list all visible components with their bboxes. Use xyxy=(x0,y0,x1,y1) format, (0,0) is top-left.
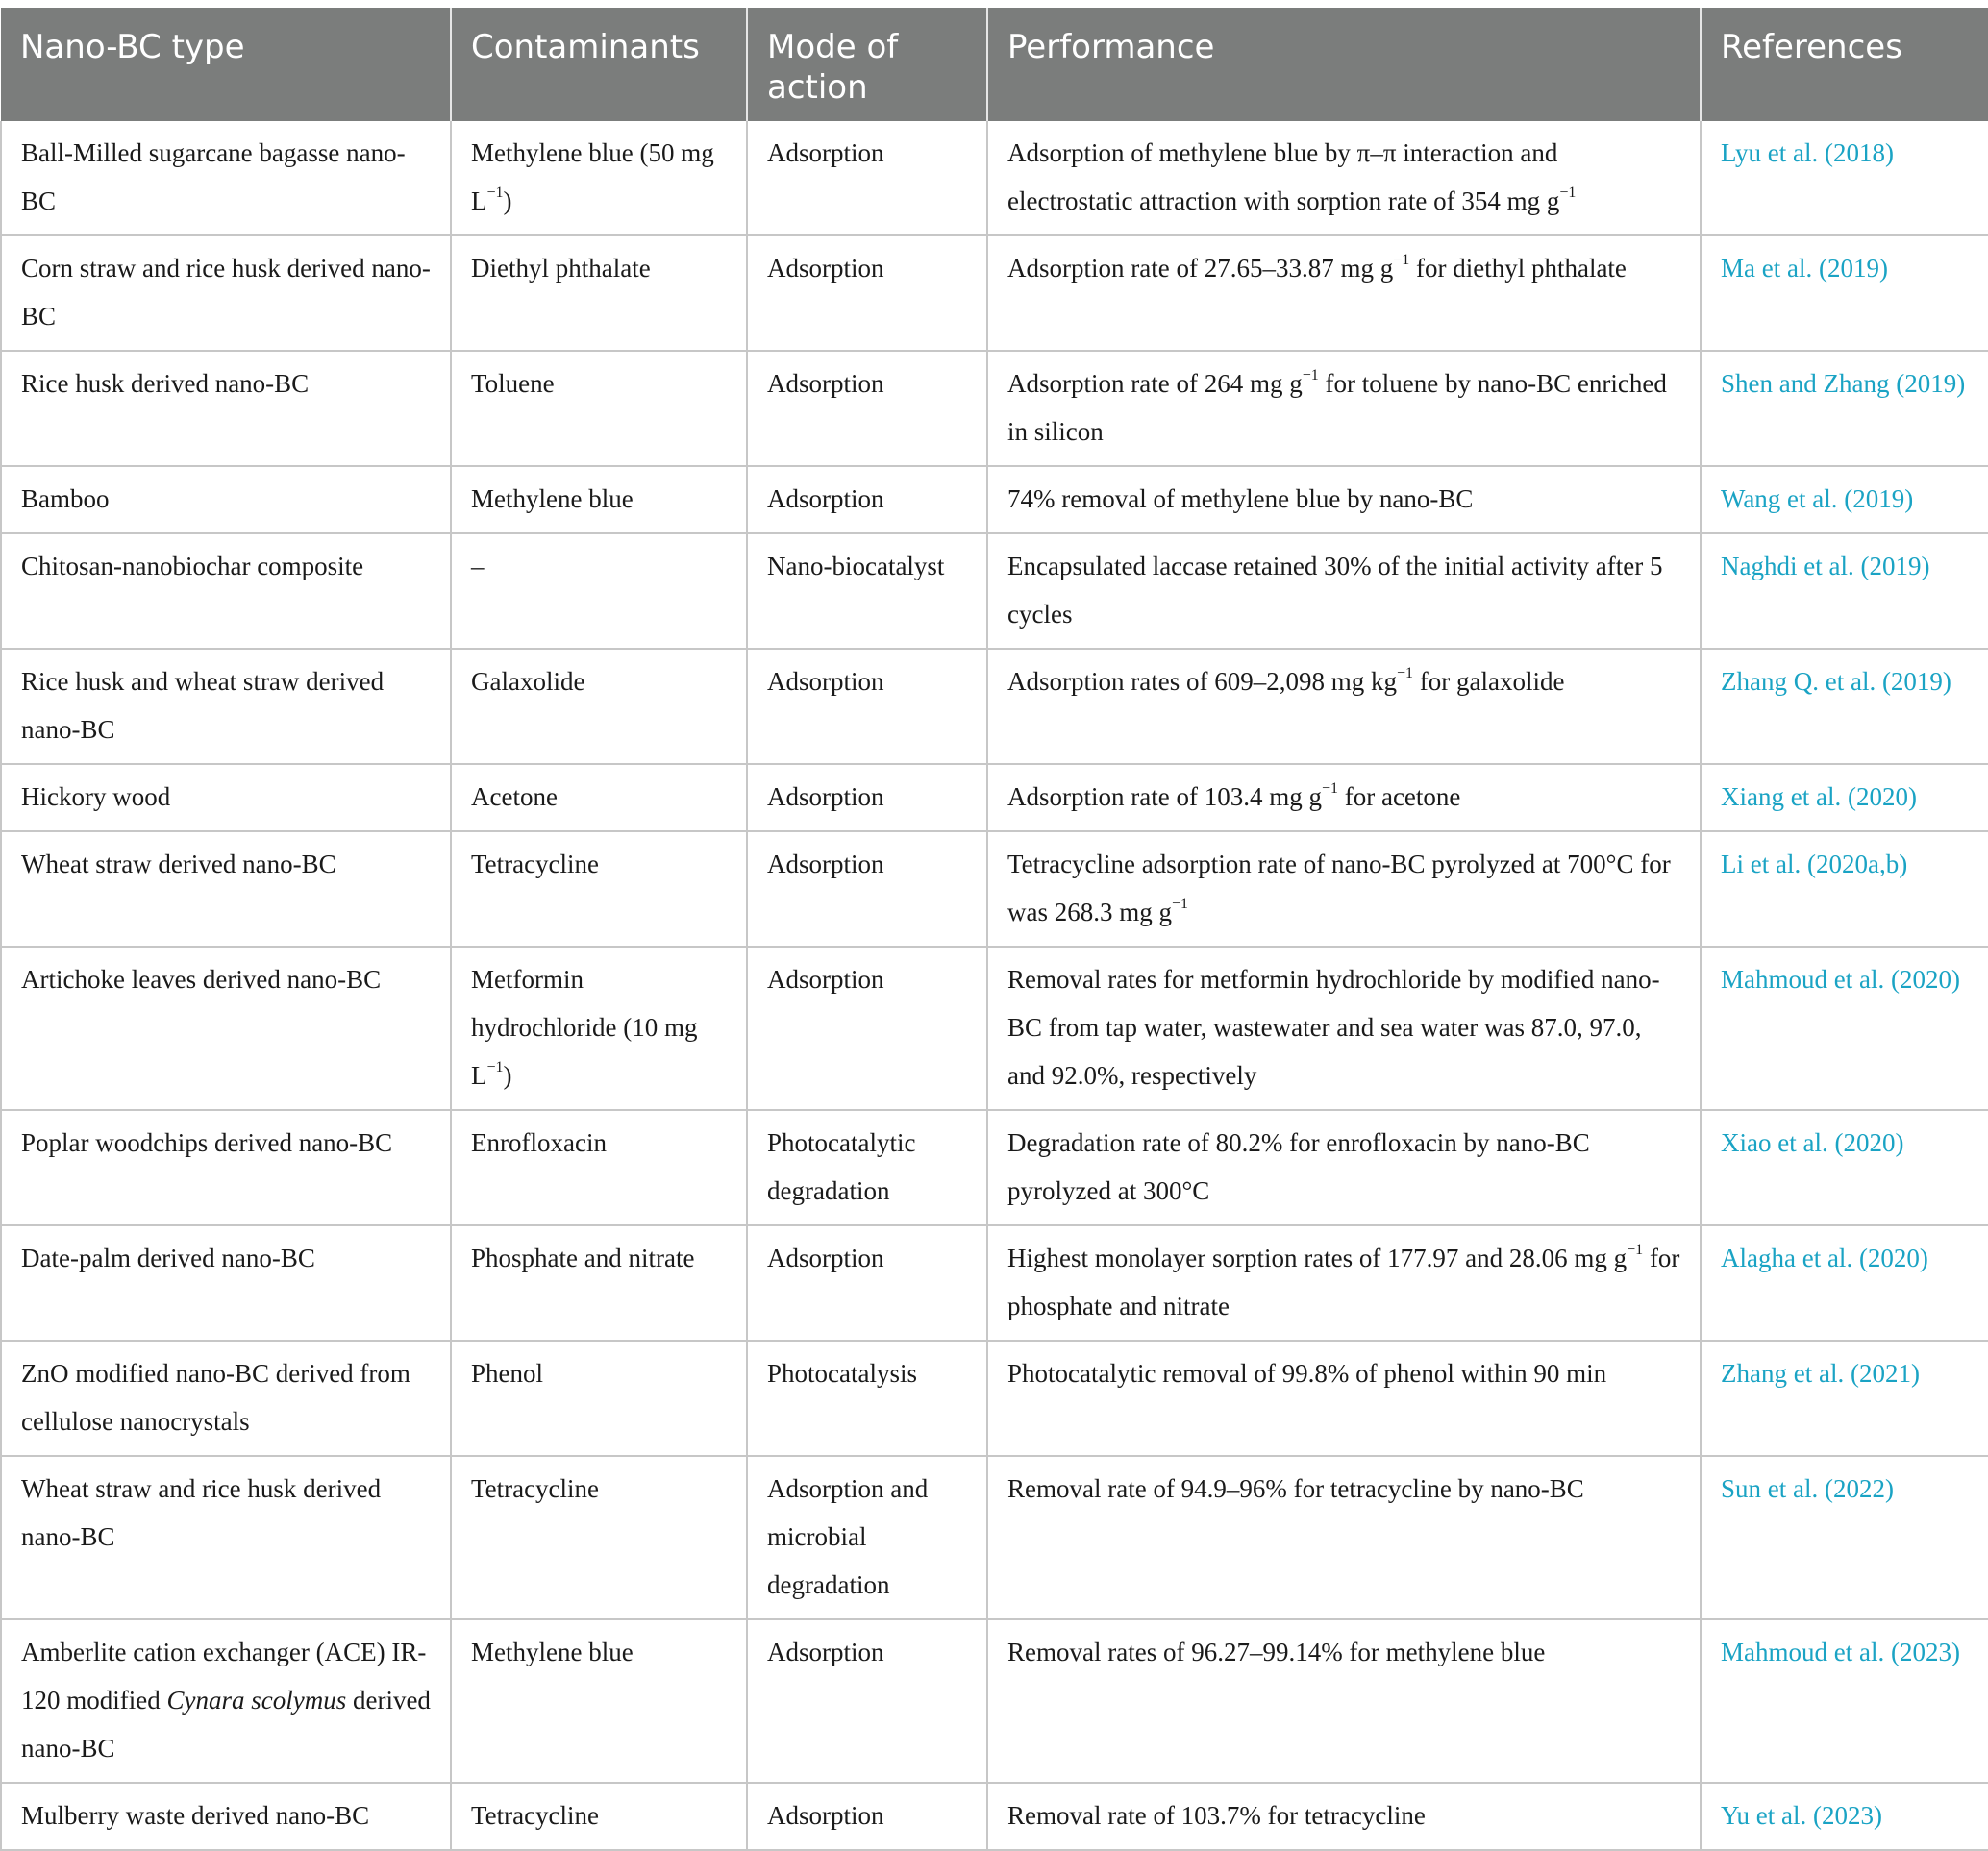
cell-mode-of-action: Adsorption xyxy=(747,121,987,235)
cell-nano-bc-type: Amberlite cation exchanger (ACE) IR-120 modified Cynara scolymus derived nano-BC xyxy=(1,1619,451,1783)
cell-performance: Removal rate of 103.7% for tetracycline xyxy=(987,1783,1701,1850)
reference-link[interactable]: Li et al. (2020a,b) xyxy=(1701,831,1988,947)
table-row xyxy=(1,1619,1988,1783)
cell-performance: Adsorption rate of 27.65–33.87 mg $g^{-1}$ for diethyl phthalate xyxy=(987,235,1701,351)
cell-mode-of-action: Adsorption xyxy=(747,1619,987,1783)
header-mode-of-action: Mode of action xyxy=(747,4,987,121)
reference-link[interactable]: Naghdi et al. (2019) xyxy=(1701,533,1988,649)
table-row xyxy=(1,764,1988,831)
cell-mode-of-action: Photocatalysis xyxy=(747,1341,987,1456)
cell-nano-bc-type: Rice husk and wheat straw derived nano-BC xyxy=(1,649,451,764)
table-row xyxy=(1,831,1988,947)
cell-nano-bc-type: Artichoke leaves derived nano-BC xyxy=(1,947,451,1110)
reference-link[interactable]: Wang et al. (2019) xyxy=(1701,466,1988,533)
header-performance: Performance xyxy=(987,4,1701,121)
cell-contaminants: Tetracycline xyxy=(451,1456,747,1619)
cell-nano-bc-type: ZnO modified nano-BC derived from cellulose nanocrystals xyxy=(1,1341,451,1456)
cell-performance: Tetracycline adsorption rate of nano-BC pyrolyzed at 700°C for was 268.3 mg $g^{-1}$ xyxy=(987,831,1701,947)
cell-nano-bc-type: Rice husk derived nano-BC xyxy=(1,351,451,466)
cell-performance: Removal rates of 96.27–99.14% for methylene blue xyxy=(987,1619,1701,1783)
cell-performance: Adsorption rates of 609–2,098 mg $kg^{-1}$ for galaxolide xyxy=(987,649,1701,764)
cell-contaminants: Phosphate and nitrate xyxy=(451,1225,747,1341)
table-row xyxy=(1,235,1988,351)
cell-performance: Removal rate of 94.9–96% for tetracycline by nano-BC xyxy=(987,1456,1701,1619)
cell-contaminants: Galaxolide xyxy=(451,649,747,764)
cell-mode-of-action: Adsorption xyxy=(747,764,987,831)
cell-mode-of-action: Nano-biocatalyst xyxy=(747,533,987,649)
cell-mode-of-action: Adsorption xyxy=(747,466,987,533)
header-row xyxy=(1,4,1988,121)
table-row xyxy=(1,1110,1988,1225)
table-row xyxy=(1,533,1988,649)
table-row xyxy=(1,1225,1988,1341)
cell-contaminants: Methylene blue xyxy=(451,466,747,533)
cell-mode-of-action: Adsorption xyxy=(747,235,987,351)
table-row xyxy=(1,466,1988,533)
cell-performance: Adsorption rate of 264 mg $g^{-1}$ for toluene by nano-BC enriched in silicon xyxy=(987,351,1701,466)
reference-link[interactable]: Zhang Q. et al. (2019) xyxy=(1701,649,1988,764)
cell-mode-of-action: Adsorption xyxy=(747,1783,987,1850)
cell-nano-bc-type: Mulberry waste derived nano-BC xyxy=(1,1783,451,1850)
reference-link[interactable]: Shen and Zhang (2019) xyxy=(1701,351,1988,466)
cell-nano-bc-type: Bamboo xyxy=(1,466,451,533)
reference-link[interactable]: Sun et al. (2022) xyxy=(1701,1456,1988,1619)
header-contaminants: Contaminants xyxy=(451,4,747,121)
reference-link[interactable]: Xiao et al. (2020) xyxy=(1701,1110,1988,1225)
reference-link[interactable]: Yu et al. (2023) xyxy=(1701,1783,1988,1850)
cell-contaminants: Tetracycline xyxy=(451,831,747,947)
cell-nano-bc-type: Hickory wood xyxy=(1,764,451,831)
cell-mode-of-action: Adsorption xyxy=(747,831,987,947)
header-references: References xyxy=(1701,4,1988,121)
reference-link[interactable]: Mahmoud et al. (2023) xyxy=(1701,1619,1988,1783)
cell-nano-bc-type: Ball-Milled sugarcane bagasse nano-BC xyxy=(1,121,451,235)
cell-performance: Adsorption rate of 103.4 mg $g^{-1}$ for acetone xyxy=(987,764,1701,831)
cell-performance: Degradation rate of 80.2% for enrofloxacin by nano-BC pyrolyzed at 300°C xyxy=(987,1110,1701,1225)
cell-nano-bc-type: Chitosan-nanobiochar composite xyxy=(1,533,451,649)
cell-performance: Highest monolayer sorption rates of 177.97 and 28.06 mg $g^{-1}$ for phosphate and nitrate xyxy=(987,1225,1701,1341)
table-body xyxy=(1,121,1988,1850)
cell-mode-of-action: Adsorption xyxy=(747,649,987,764)
table-row xyxy=(1,351,1988,466)
cell-performance: 74% removal of methylene blue by nano-BC xyxy=(987,466,1701,533)
cell-mode-of-action: Photocatalytic degradation xyxy=(747,1110,987,1225)
cell-mode-of-action: Adsorption xyxy=(747,351,987,466)
reference-link[interactable]: Zhang et al. (2021) xyxy=(1701,1341,1988,1456)
reference-link[interactable]: Ma et al. (2019) xyxy=(1701,235,1988,351)
cell-mode-of-action: Adsorption and microbial degradation xyxy=(747,1456,987,1619)
cell-nano-bc-type: Poplar woodchips derived nano-BC xyxy=(1,1110,451,1225)
table-row xyxy=(1,1341,1988,1456)
cell-performance: Adsorption of methylene blue by π–π interaction and electrostatic attraction with sorption rate of 354 mg $g^{-1}$ xyxy=(987,121,1701,235)
cell-contaminants: Diethyl phthalate xyxy=(451,235,747,351)
reference-link[interactable]: Lyu et al. (2018) xyxy=(1701,121,1988,235)
cell-contaminants: Methylene blue xyxy=(451,1619,747,1783)
reference-link[interactable]: Mahmoud et al. (2020) xyxy=(1701,947,1988,1110)
cell-nano-bc-type: Wheat straw and rice husk derived nano-BC xyxy=(1,1456,451,1619)
table-row xyxy=(1,1456,1988,1619)
header-nano-bc-type: Nano-BC type xyxy=(1,4,451,121)
cell-mode-of-action: Adsorption xyxy=(747,1225,987,1341)
cell-contaminants: Metformin hydrochloride (10 mg $L^{-1}$) xyxy=(451,947,747,1110)
cell-performance: Photocatalytic removal of 99.8% of phenol within 90 min xyxy=(987,1341,1701,1456)
cell-contaminants: – xyxy=(451,533,747,649)
table-row xyxy=(1,649,1988,764)
cell-mode-of-action: Adsorption xyxy=(747,947,987,1110)
table-row xyxy=(1,947,1988,1110)
reference-link[interactable]: Alagha et al. (2020) xyxy=(1701,1225,1988,1341)
cell-contaminants: Acetone xyxy=(451,764,747,831)
cell-nano-bc-type: Date-palm derived nano-BC xyxy=(1,1225,451,1341)
cell-contaminants: Methylene blue (50 mg $L^{-1}$) xyxy=(451,121,747,235)
cell-performance: Removal rates for metformin hydrochloride by modified nano-BC from tap water, wastewater and sea water was 87.0, 97.0, and 92.0%, respectively xyxy=(987,947,1701,1110)
cell-contaminants: Tetracycline xyxy=(451,1783,747,1850)
cell-nano-bc-type: Wheat straw derived nano-BC xyxy=(1,831,451,947)
table-row xyxy=(1,121,1988,235)
cell-contaminants: Phenol xyxy=(451,1341,747,1456)
cell-performance: Encapsulated laccase retained 30% of the initial activity after 5 cycles xyxy=(987,533,1701,649)
table-header xyxy=(1,4,1988,121)
cell-contaminants: Enrofloxacin xyxy=(451,1110,747,1225)
reference-link[interactable]: Xiang et al. (2020) xyxy=(1701,764,1988,831)
table-row xyxy=(1,1783,1988,1850)
cell-contaminants: Toluene xyxy=(451,351,747,466)
cell-nano-bc-type: Corn straw and rice husk derived nano-BC xyxy=(1,235,451,351)
